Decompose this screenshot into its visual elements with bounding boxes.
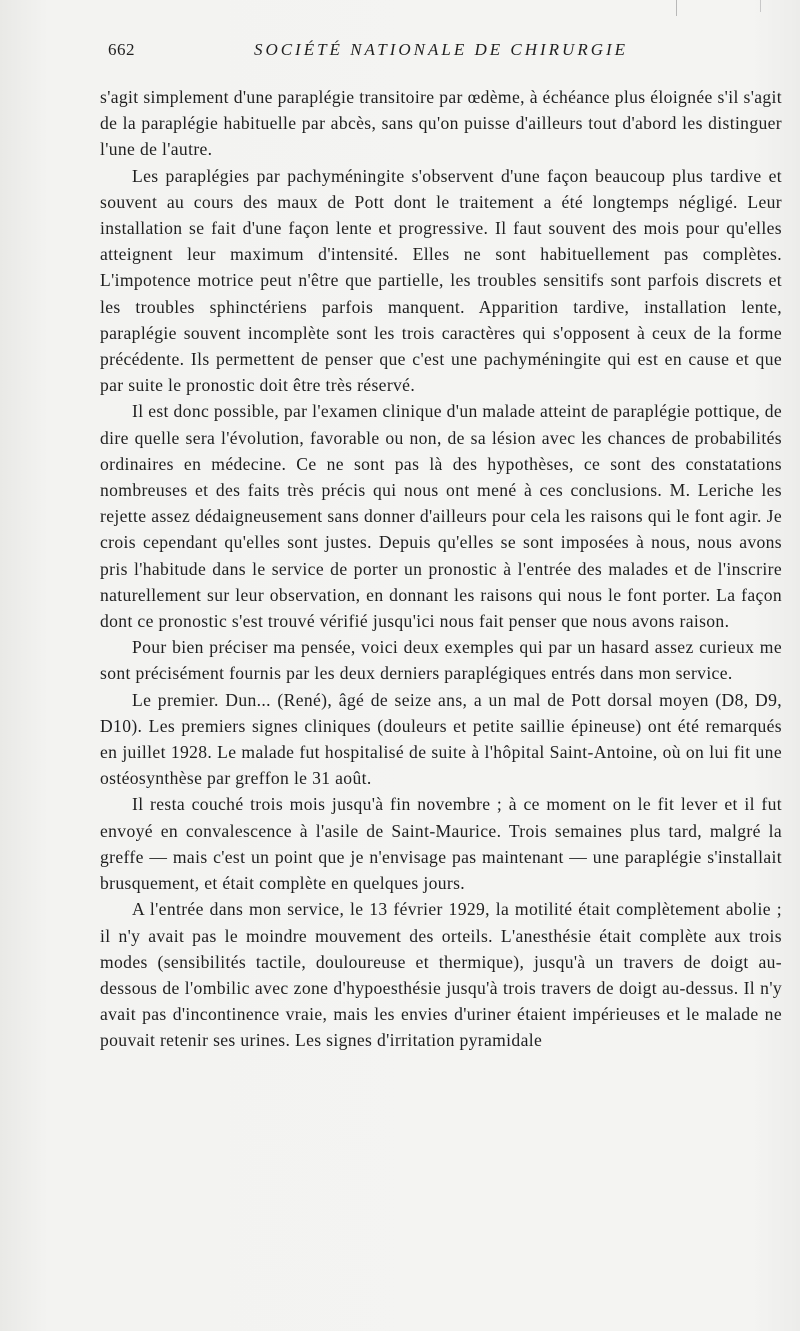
paragraph: Pour bien préciser ma pensée, voici deux exemples qui par un hasard assez curieux me sont précisément fournis par les deux derniers paraplégiques entrés dans mon service.: [100, 637, 782, 684]
paragraph: Il resta couché trois mois jusqu'à fin novembre ; à ce moment on le fit lever et il fut envoyé en convalescence à l'asile de Saint-Maurice. Trois semaines plus tard, malgré la greffe — mais c'est un point que je n'envisage pas maintenant — une paraplégie s'installait brusquement, et était complète en quelques jours.: [100, 794, 782, 894]
scan-artifact: [760, 0, 761, 12]
body-text: [100, 84, 782, 1054]
running-title: SOCIÉTÉ NATIONALE DE CHIRURGIE: [253, 40, 629, 59]
paragraph: s'agit simplement d'une paraplégie transitoire par œdème, à échéance plus éloignée s'il s'agit de la paraplégie habituelle par abcès, sans qu'on puisse d'ailleurs tout d'abord les distinguer l'une de l'autre.: [100, 87, 782, 160]
page-header: [100, 40, 782, 66]
paragraph: Les paraplégies par pachyméningite s'observent d'une façon beaucoup plus tardive et souvent au cours des maux de Pott dont le traitement a été longtemps négligé. Leur installation se fait d'une façon lente et progressive. Il faut souvent des mois pour qu'elles atteignent leur maximum d'intensité. Elles ne sont habituellement pas complètes. L'impotence motrice peut n'être que partielle, les troubles sensitifs sont parfois discrets et les troubles sphinctériens parfois manquent. Apparition tardive, installation lente, paraplégie souvent incomplète sont les trois caractères qui s'opposent à ceux de la forme précédente. Ils permettent de penser que c'est une pachyméningite qui est en cause et que par suite le pronostic doit être très réservé.: [100, 165, 782, 396]
scan-artifact: [676, 0, 677, 16]
paragraph: Le premier. Dun... (René), âgé de seize ans, a un mal de Pott dorsal moyen (D8, D9, D10). Les premiers signes cliniques (douleurs et petite saillie épineuse) ont été remarqués en juillet 1928. Le malade fut hospitalisé de suite à l'hôpital Saint-Antoine, où on lui fit une ostéosynthèse par greffon le 31 août.: [100, 689, 782, 789]
paragraph: Il est donc possible, par l'examen clinique d'un malade atteint de paraplégie pottique, de dire quelle sera l'évolution, favorable ou non, de sa lésion avec les chances de probabilités ordinaires en médecine. Ce ne sont pas là des hypothèses, ce sont des constatations nombreuses et des faits très précis qui nous ont mené à ces conclusions. M. Leriche les rejette assez dédaigneusement sans donner d'ailleurs pour cela les raisons qui le font agir. Je crois cependant qu'elles sont justes. Depuis qu'elles se sont imposées à nous, nous avons pris l'habitude dans le service de porter un pronostic à l'entrée des malades et de l'inscrire naturellement sur leur observation, en donnant les raisons qui nous le font porter. La façon dont ce pronostic s'est trouvé vérifié jusqu'ici nous fait penser que nous avons raison.: [100, 401, 782, 632]
paragraph: A l'entrée dans mon service, le 13 février 1929, la motilité était complètement abolie ; il n'y avait pas le moindre mouvement des orteils. L'anesthésie était complète aux trois modes (sensibilités tactile, douloureuse et thermique), jusqu'à un travers de doigt au-dessous de l'ombilic avec zone d'hypoesthésie jusqu'à trois travers de doigt au-dessus. Il n'y avait pas d'incontinence vraie, mais les envies d'uriner étaient impérieuses et le malade ne pouvait retenir ses urines. Les signes d'irritation pyramidale: [100, 899, 782, 1051]
page-number: 662: [108, 40, 135, 59]
